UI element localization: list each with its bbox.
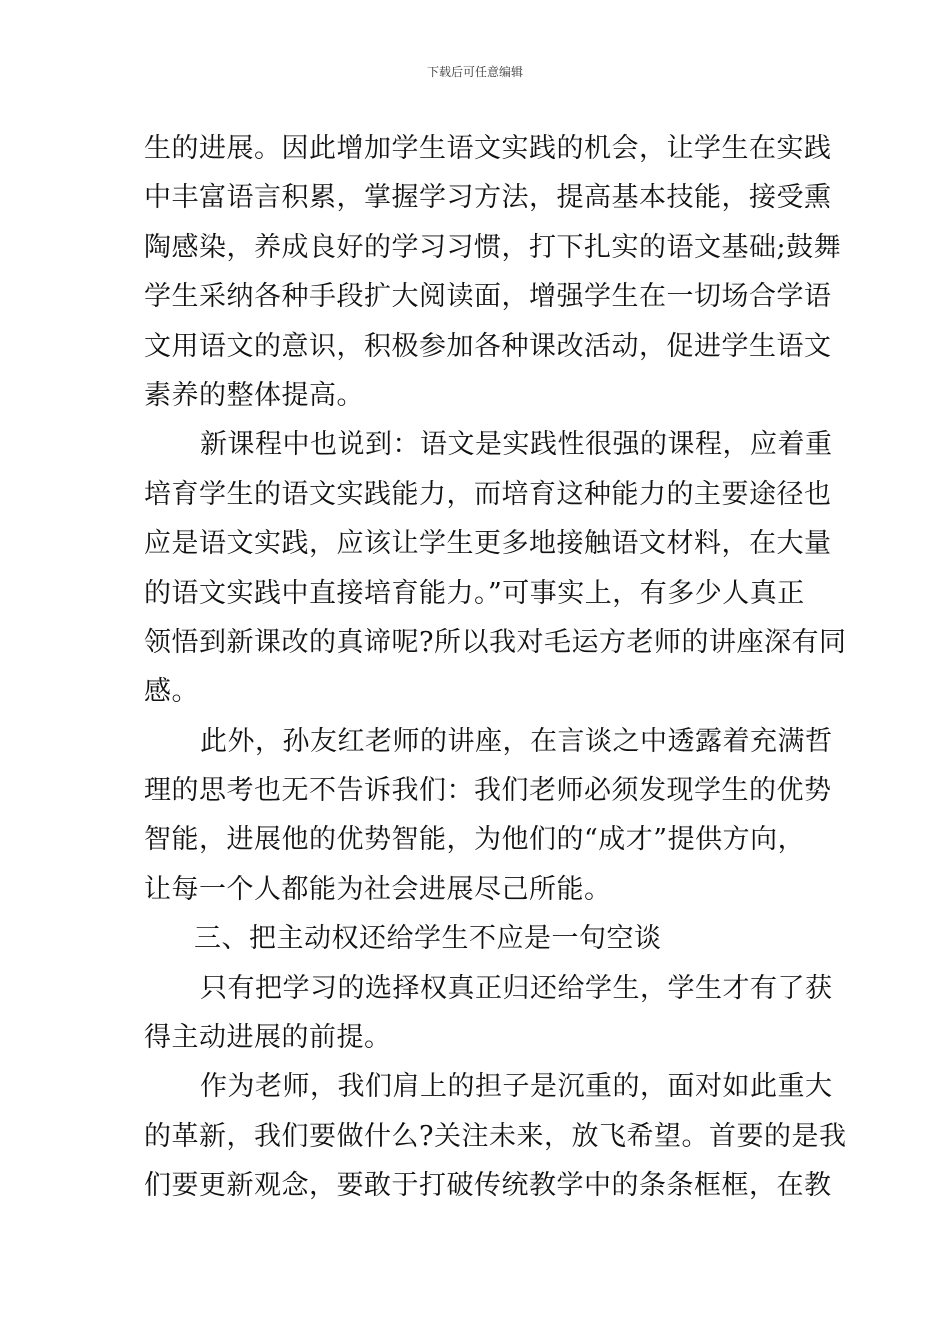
body-line: 得主动进展的前提。 bbox=[144, 1022, 392, 1054]
body-line: 们要更新观念，要敢于打破传统教学中的条条框框，在教 bbox=[144, 1170, 832, 1202]
body-line: 理的思考也无不告诉我们：我们老师必须发现学生的优势 bbox=[144, 775, 832, 807]
page-header: 下载后可任意编辑 bbox=[426, 65, 523, 79]
body-line: 让每一个人都能为社会进展尽己所能。 bbox=[144, 873, 612, 905]
paragraph-first-line: 新课程中也说到：语文是实践性很强的课程，应着重 bbox=[200, 429, 833, 461]
paragraph-first-line: 此外，孙友红老师的讲座，在言谈之中透露着充满哲 bbox=[200, 725, 833, 757]
body-line: 智能，进展他的优势智能，为他们的“成才”提供方向， bbox=[144, 824, 806, 856]
body-line: 的语文实践中直接培育能力。”可事实上，有多少人真正 bbox=[144, 577, 805, 609]
body-line: 素养的整体提高。 bbox=[144, 379, 364, 411]
body-line: 感。 bbox=[144, 676, 199, 708]
body-line: 的革新，我们要做什么?关注未来，放飞希望。首要的是我 bbox=[144, 1120, 847, 1152]
body-line: 生的进展。因此增加学生语文实践的机会，让学生在实践 bbox=[144, 133, 832, 164]
paragraph-first-line: 作为老师，我们肩上的担子是沉重的，面对如此重大 bbox=[200, 1071, 833, 1103]
paragraph-first-line: 只有把学习的选择权真正归还给学生，学生才有了获 bbox=[200, 972, 833, 1004]
body-line: 应是语文实践，应该让学生更多地接触语文材料，在大量 bbox=[144, 528, 832, 560]
body-line: 文用语文的意识，积极参加各种课改活动，促进学生语文 bbox=[144, 330, 832, 362]
body-line: 培育学生的语文实践能力，而培育这种能力的主要途径也 bbox=[144, 478, 832, 510]
body-line: 中丰富语言积累，掌握学习方法，提高基本技能，接受熏 bbox=[144, 182, 832, 214]
body-line: 领悟到新课改的真谛呢?所以我对毛运方老师的讲座深有同 bbox=[144, 626, 847, 658]
section-heading: 三、把主动权还给学生不应是一句空谈 bbox=[194, 923, 662, 955]
body-line: 学生采纳各种手段扩大阅读面，增强学生在一切场合学语 bbox=[144, 281, 832, 313]
document-body bbox=[144, 124, 847, 1211]
body-line: 陶感染，养成良好的学习习惯，打下扎实的语文基础;鼓舞 bbox=[144, 231, 842, 263]
